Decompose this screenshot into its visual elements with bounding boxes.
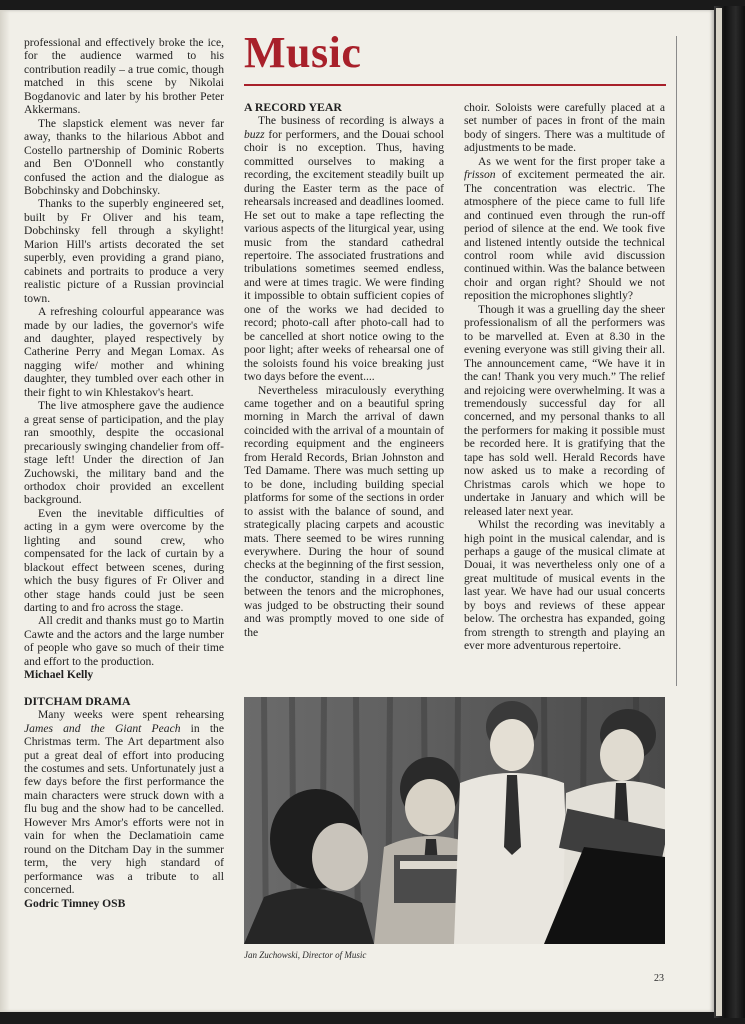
col3-paragraph: Whilst the recording was inevitably a high point in the musical calendar, and is perhaps a gauge of the musical climate at Douai, it was nevertheless only one of a great multitude of musical events in the last year. We have had our usual concerts by boys and reviews of these appear below. The orchestra has expanded, going from strength to strength and playing an ever more adventurous repertoire. (464, 518, 665, 653)
section-gap (24, 682, 224, 695)
article-heading: DITCHAM DRAMA (24, 693, 131, 708)
text-run: Many weeks were spent rehearsing (38, 708, 224, 722)
text-run: for performers, and the Douai school choir is no exception. Thus, having committed ourselves to making a recording, the excitement steadily built up during the Easter term as the pace of rehearsals increased and deadlines loomed. He set out to make a tape reflecting the various aspects of the liturgical year, using music from the standard cathedral repertoire. The associated frustrations and tribulations sometimes seemed endless, and were at times tragic. We were finding it impossible to obtain sufficient copies of one of the works we had decided to record; photo-call after photo-call had to be cancelled at short notice owing to the poor light; after weeks of rehearsal one of the soloists found his voice breaking just two days before the event.... (244, 127, 444, 384)
column-margin-rule (676, 36, 677, 686)
column-left (24, 36, 224, 910)
column-middle (244, 101, 444, 639)
page-edge-shadow (0, 10, 10, 1012)
col3-paragraph: choir. Soloists were carefully placed at a set number of paces in front of the main body of singers. There was a multitude of adjustments to be made. (464, 101, 665, 155)
text-run: The business of recording is always a (258, 114, 444, 128)
text-run: As we went for the first proper take a (478, 154, 665, 168)
italic-title: James and the Giant Peach (24, 721, 181, 735)
page-number: 23 (654, 973, 664, 984)
col1-paragraph: A refreshing colourful appearance was made by our ladies, the governor's wife and daughter, played respectively by Catherine Perry and Megan Lomax. As nagging wife/ mother and whining daughter, they tumbled over each other in their fight to win Khlestakov's heart. (24, 305, 224, 399)
italic-word: frisson (464, 168, 496, 182)
col1-paragraph: professional and effectively broke the ice, for the audience warmed to his contribution readily – a true comic, though matched in this scene by Nikolai Bogdanovic and later by his brother Peter Akkermans. (24, 36, 224, 117)
col2-paragraph: Nevertheless miraculously everything came together and on a beautiful spring morning in March the arrival of dawn coincided with the arrival of a mountain of recording equipment and the engineers from Herald Records, Brian Johnston and Ted Damame. There was much setting up to be done, including building special platforms for some of the sections in order to assist with the balance of sound, and strategically placing carpets and acoustic mats. There seemed to be wires running everywhere. During the hour of sound checks at the beginning of the first session, the conductor, standing in a direct line between the tenors and the microphones, was judged to be obstructing their sound and was promptly moved to one side of the (244, 383, 444, 639)
photo-illustration (244, 697, 665, 944)
col1-paragraph (24, 708, 224, 896)
photo-caption: Jan Zuchowski, Director of Music (244, 950, 367, 960)
section-title: Music (244, 28, 362, 77)
article-heading: A RECORD YEAR (244, 100, 342, 114)
column-right (464, 101, 665, 653)
col1-paragraph: Even the inevitable difficulties of acting in a gym were overcome by the lighting and sound crew, who compensated for the lack of curtain by a blackout effect between scenes, during which the busy figures of Fr Oliver and other stage hands could just be seen darting to and fro across the stage. (24, 506, 224, 615)
text-run: in the Christmas term. The Art department also put a great deal of effort into producing the costumes and sets. Unfortunately just a few days before the first performance the main characters were struck down with a flu bug and the show had to be cancelled. However Mrs Amor's efforts were not in vain for when the Declamatioin came round on the Ditcham Day in the summer term, the very high standard of performance was a tribute to all concerned. (24, 721, 224, 897)
col3-paragraph: Though it was a gruelling day the sheer professionalism of all the performers was to be marvelled at. Even at 8.30 in the evening everyone was still giving their all. The announcement came, “We have it in the can! Thank you very much.” The relief and rejoicing were overwhelming. It was a tremendously successful day for all concerned, and my personal thanks to all the performers for making it possible must be recorded here. It is gratifying that the tape has sold well. Herald Records have now asked us to make a recording of Christmas carols which we hope to undertake in January and which will be released later next year. (464, 302, 665, 518)
col1-paragraph: The live atmosphere gave the audience a great sense of participation, and the play ran smoothly, despite the occasional precariously swinging chandelier from off-stage left! Under the direction of Jan Zuchowski, the military band and the orthodox choir provided an excellent background. (24, 399, 224, 507)
author-signature: Godric Timney OSB (24, 896, 126, 910)
text-run: of excitement permeated the air. The concentration was electric. The atmosphere of the piece came to full life and continued even through the run-off period of silence at the end. We took five and listened intently outside the technical control room while avid discussion continued within. Was the balance between choir and organ right? Should we not reposition the microphones slightly? (464, 168, 665, 303)
col1-paragraph: Thanks to the superbly engineered set, built by Fr Oliver and his team, Dobchinsky fell through a skylight! Marion Hill's artists decorated the set superbly, even providing a grand piano, cabinets and portraits to produce a very realistic picture of a Russian provincial town. (24, 197, 224, 305)
author-signature: Michael Kelly (24, 668, 94, 682)
col2-paragraph (244, 114, 444, 383)
page-stack-edge (716, 8, 722, 1016)
title-rule (244, 84, 666, 86)
col3-paragraph (464, 155, 665, 303)
choir-photograph (244, 697, 665, 944)
col1-paragraph: All credit and thanks must go to Martin Cawte and the actors and the large number of people who gave so much of their time and effort to the production. (24, 614, 224, 668)
italic-word: buzz (244, 127, 265, 141)
col1-paragraph: The slapstick element was never far away, thanks to the hilarious Abbot and Costello partnership of Dominic Roberts and Ben O'Donnell who constantly confused the action and the dialogue as Bobchinsky and Dobchinsky. (24, 116, 224, 197)
